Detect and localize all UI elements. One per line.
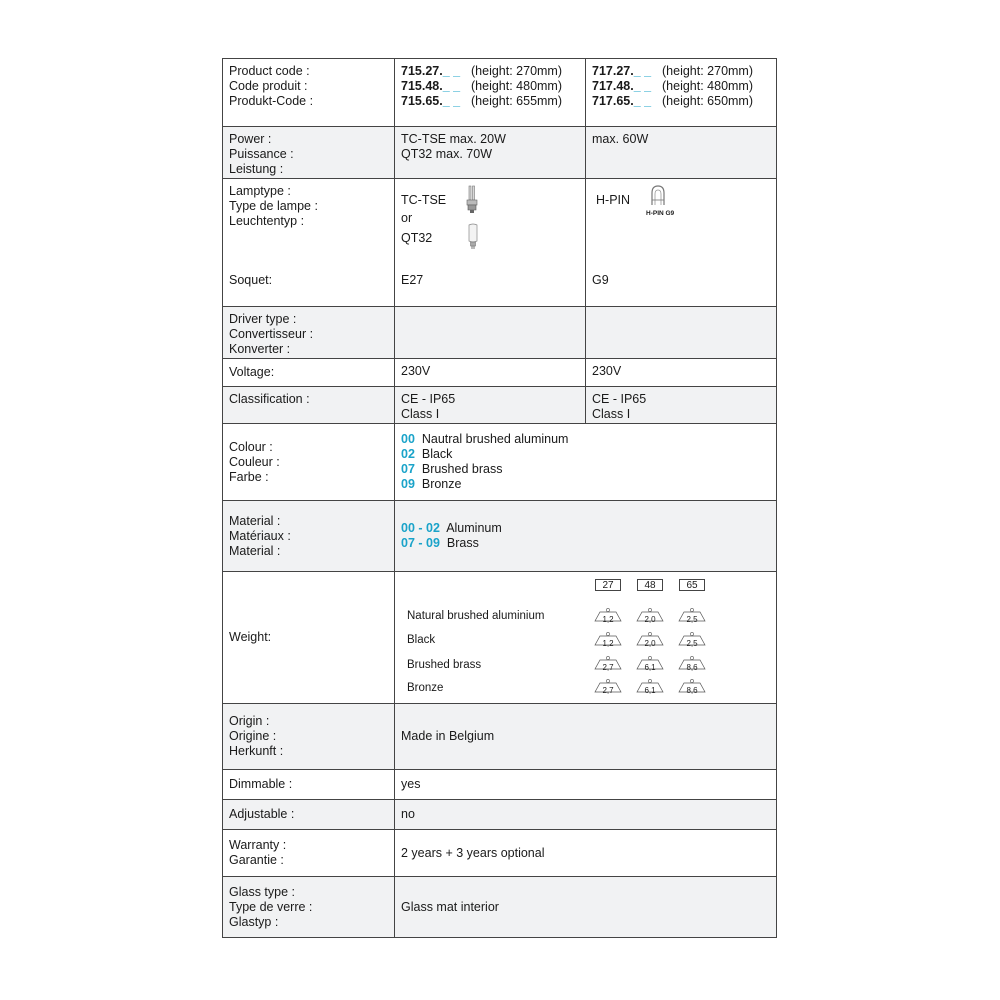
voltage-label: Voltage: xyxy=(223,359,395,386)
material-label: Material : Matériaux : Material : xyxy=(223,501,395,571)
lamp-h-pin: H-PIN xyxy=(596,193,631,207)
spec-sheet-table xyxy=(222,58,777,938)
weight-table xyxy=(395,572,776,703)
lamptype-col2 xyxy=(586,179,776,306)
weight-icon: 2,5 xyxy=(678,608,706,622)
lamptype-col1 xyxy=(395,179,586,306)
weight-label: Weight: xyxy=(223,572,395,703)
power-label: Power : Puissance : Leistung : xyxy=(223,127,395,178)
classification-col2: CE - IP65 Class I xyxy=(592,392,647,421)
soquet-g9: G9 xyxy=(592,273,609,287)
glass-label: Glass type : Type de verre : Glastyp : xyxy=(223,877,395,937)
weight-row-label: Bronze xyxy=(407,682,444,694)
row-adjustable xyxy=(223,800,776,830)
weight-icon: 2,7 xyxy=(594,679,622,693)
material-item: 00 - 02 Aluminum xyxy=(401,521,502,535)
classification-col1: CE - IP65 Class I xyxy=(395,387,586,423)
warranty-value: 2 years + 3 years optional xyxy=(401,845,545,860)
code-line: 715.65._ _ (height: 655mm) xyxy=(401,94,563,108)
row-product-code xyxy=(223,59,776,127)
lamp-tc-tse: TC-TSE xyxy=(401,193,447,207)
weight-icon: 2,0 xyxy=(636,608,664,622)
soquet-label: Soquet: xyxy=(229,273,273,287)
code-line: 715.48._ _ (height: 480mm) xyxy=(401,79,563,93)
code-line: 717.27._ _ (height: 270mm) xyxy=(592,64,754,78)
row-power xyxy=(223,127,776,179)
power-col1: TC-TSE max. 20W QT32 max. 70W xyxy=(395,127,586,178)
voltage-col1: 230V xyxy=(395,359,586,386)
dimmable-label: Dimmable : xyxy=(223,770,395,799)
adjustable-label: Adjustable : xyxy=(223,800,395,829)
row-colour xyxy=(223,424,776,501)
weight-row-label: Brushed brass xyxy=(407,659,482,671)
row-material xyxy=(223,501,776,572)
weight-row-label: Natural brushed aluminium xyxy=(407,610,545,622)
qt32-lamp-icon xyxy=(467,223,479,253)
weight-icon: 8,6 xyxy=(678,656,706,670)
row-driver-type xyxy=(223,307,776,359)
dimmable-value: yes xyxy=(401,777,421,791)
colour-item: 09 Bronze xyxy=(401,477,462,491)
colour-values xyxy=(395,424,776,500)
row-lamptype xyxy=(223,179,776,307)
row-glass-type xyxy=(223,877,776,937)
driver-col2 xyxy=(586,307,776,358)
power-col2: max. 60W xyxy=(592,132,649,146)
row-classification xyxy=(223,387,776,424)
lamp-qt32: QT32 xyxy=(401,231,433,245)
lamp-or: or xyxy=(401,211,413,225)
size-27: 27 xyxy=(595,579,621,591)
colour-label: Colour : Couleur : Farbe : xyxy=(223,424,395,500)
row-dimmable xyxy=(223,770,776,800)
driver-col1 xyxy=(395,307,586,358)
h-pin-icon-caption: H-PIN G9 xyxy=(646,210,675,217)
product-code-col2 xyxy=(586,59,776,126)
origin-value: Made in Belgium xyxy=(401,729,495,743)
warranty-label: Warranty : Garantie : xyxy=(223,830,395,876)
row-origin xyxy=(223,704,776,770)
colour-item: 02 Black xyxy=(401,447,453,461)
colour-item: 07 Brushed brass xyxy=(401,462,503,476)
code-line: 715.27._ _ (height: 270mm) xyxy=(401,64,563,78)
row-weight xyxy=(223,572,776,704)
classification-label: Classification : xyxy=(223,387,395,423)
glass-value: Glass mat interior xyxy=(401,899,499,914)
material-values xyxy=(395,501,776,571)
h-pin-lamp-icon xyxy=(648,185,668,213)
voltage-col2: 230V xyxy=(592,364,622,378)
origin-label: Origin : Origine : Herkunft : xyxy=(223,704,395,769)
code-line: 717.48._ _ (height: 480mm) xyxy=(592,79,754,93)
product-code-label: Product code : Code produit : Produkt-Code : xyxy=(223,59,395,126)
weight-icon: 6,1 xyxy=(636,656,664,670)
size-48: 48 xyxy=(637,579,663,591)
weight-icon: 1,2 xyxy=(594,632,622,646)
driver-label: Driver type : Convertisseur : Konverter : xyxy=(223,307,395,358)
code-line: 717.65._ _ (height: 650mm) xyxy=(592,94,754,108)
weight-icon: 1,2 xyxy=(594,608,622,622)
size-65: 65 xyxy=(679,579,705,591)
material-item: 07 - 09 Brass xyxy=(401,536,479,550)
soquet-e27: E27 xyxy=(401,273,424,287)
weight-icon: 2,7 xyxy=(594,656,622,670)
lamptype-label: Lamptype : Type de lampe : Leuchtentyp : Soquet: xyxy=(223,179,395,306)
tc-tse-lamp-icon xyxy=(465,185,479,219)
row-warranty xyxy=(223,830,776,877)
product-code-col1 xyxy=(395,59,586,126)
weight-icon: 2,5 xyxy=(678,632,706,646)
row-voltage xyxy=(223,359,776,387)
adjustable-value: no xyxy=(401,807,415,821)
weight-icon: 2,0 xyxy=(636,632,664,646)
colour-item: 00 Nautral brushed aluminum xyxy=(401,432,569,446)
weight-row-label: Black xyxy=(407,634,436,646)
weight-icon: 6,1 xyxy=(636,679,664,693)
weight-icon: 8,6 xyxy=(678,679,706,693)
